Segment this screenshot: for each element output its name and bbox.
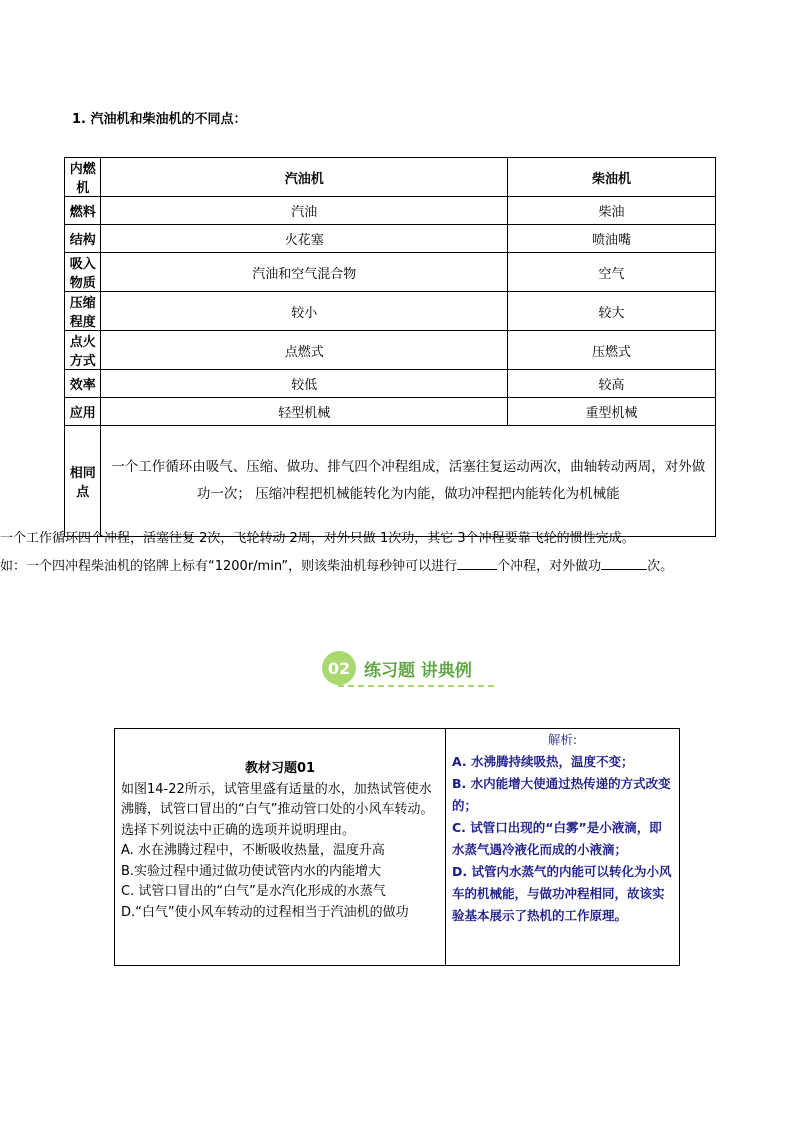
- table-cell: 空气: [508, 253, 716, 292]
- section-heading: 1. 汽油机和柴油机的不同点：: [72, 112, 247, 127]
- table-cell: 较大: [508, 292, 716, 331]
- common-label: 相同点: [65, 426, 101, 537]
- table-row: [65, 398, 716, 426]
- analysis-item: C. 试管口出现的“白雾”是小液滴，即水蒸气遇冷液化而成的小液滴；: [452, 820, 662, 857]
- option-item: C. 试管口冒出的“白气”是水汽化形成的水蒸气: [121, 884, 386, 899]
- question-stem: 如图14-22所示，试管里盛有适量的水，加热试管使水沸腾，试管口冒出的“白气”推动管口处的小风车转动。选择下列说法中正确的选项并说明理由。: [121, 781, 434, 838]
- table-header: 汽油机: [101, 158, 508, 197]
- note-line-2-part-b: 个冲程，对外做功: [497, 559, 602, 574]
- note-line-2-part-a: 如：一个四冲程柴油机的铭牌上标有“1200r/min”，则该柴油机每秒钟可以进行: [0, 559, 458, 574]
- table-cell: 柴油: [508, 197, 716, 225]
- option-item: A. 水在沸腾过程中，不断吸收热量，温度升高: [121, 843, 385, 858]
- answer-blank[interactable]: [601, 557, 647, 570]
- table-row: [65, 197, 716, 225]
- analysis-item: B. 水内能增大使通过热传递的方式改变的；: [452, 776, 671, 813]
- table-header: 柴油机: [508, 158, 716, 197]
- table-cell: 喷油嘴: [508, 225, 716, 253]
- table-row: [65, 253, 716, 292]
- note-line-2: [0, 555, 673, 574]
- row-label: 效率: [65, 370, 101, 398]
- question-panel: [115, 729, 446, 965]
- table-row: [65, 292, 716, 331]
- table-row: [65, 370, 716, 398]
- note-line-2-part-c: 次。: [647, 559, 674, 574]
- table-cell: 火花塞: [101, 225, 508, 253]
- section-number-badge: 02: [322, 651, 356, 685]
- row-label: 压缩程度: [65, 292, 101, 331]
- note-line-1: 一个工作循环四个冲程，活塞往复 2次，飞轮转动 2周，对外只做 1次功，其它 3个冲程要靠飞轮的惯性完成。: [0, 531, 635, 546]
- row-label: 燃料: [65, 197, 101, 225]
- comparison-table: [64, 157, 716, 537]
- section-banner: [322, 651, 472, 685]
- table-cell: 较低: [101, 370, 508, 398]
- table-cell: 重型机械: [508, 398, 716, 426]
- table-header-row: [65, 158, 716, 197]
- table-cell: 较小: [101, 292, 508, 331]
- analysis-item: A. 水沸腾持续吸热，温度不变；: [452, 754, 634, 769]
- analysis-label: 解析:: [547, 732, 578, 747]
- question-title: 教材习题01: [244, 761, 316, 776]
- section-title: 练习题 讲典例: [364, 660, 472, 681]
- table-row: [65, 225, 716, 253]
- row-label: 应用: [65, 398, 101, 426]
- row-label: 结构: [65, 225, 101, 253]
- row-label: 吸入物质: [65, 253, 101, 292]
- option-item: D.“白气”使小风车转动的过程相当于汽油机的做功: [121, 904, 409, 920]
- banner-underline: [338, 685, 494, 687]
- analysis-item: D. 试管内水蒸气的内能可以转化为小风车的机械能，与做功冲程相同，故该实验基本展示了热机的工作原理。: [452, 864, 672, 923]
- table-cell: 汽油和空气混合物: [101, 253, 508, 292]
- common-text: 一个工作循环由吸气、压缩、做功、排气四个冲程组成，活塞往复运动两次，曲轴转动两周，对外做功一次； 压缩冲程把机械能转化为内能，做功冲程把内能转化为机械能: [101, 426, 716, 537]
- common-row: [65, 426, 716, 537]
- table-cell: 汽油: [101, 197, 508, 225]
- option-item: B.实验过程中通过做功使试管内水的内能增大: [121, 863, 382, 879]
- table-cell: 点燃式: [101, 331, 508, 370]
- table-cell: 压燃式: [508, 331, 716, 370]
- row-label: 点火方式: [65, 331, 101, 370]
- table-cell: 较高: [508, 370, 716, 398]
- table-header: 内燃机: [65, 158, 101, 197]
- answer-blank[interactable]: [457, 557, 497, 570]
- table-row: [65, 331, 716, 370]
- table-cell: 轻型机械: [101, 398, 508, 426]
- analysis-panel: [446, 729, 679, 965]
- exercise-box: [114, 728, 680, 966]
